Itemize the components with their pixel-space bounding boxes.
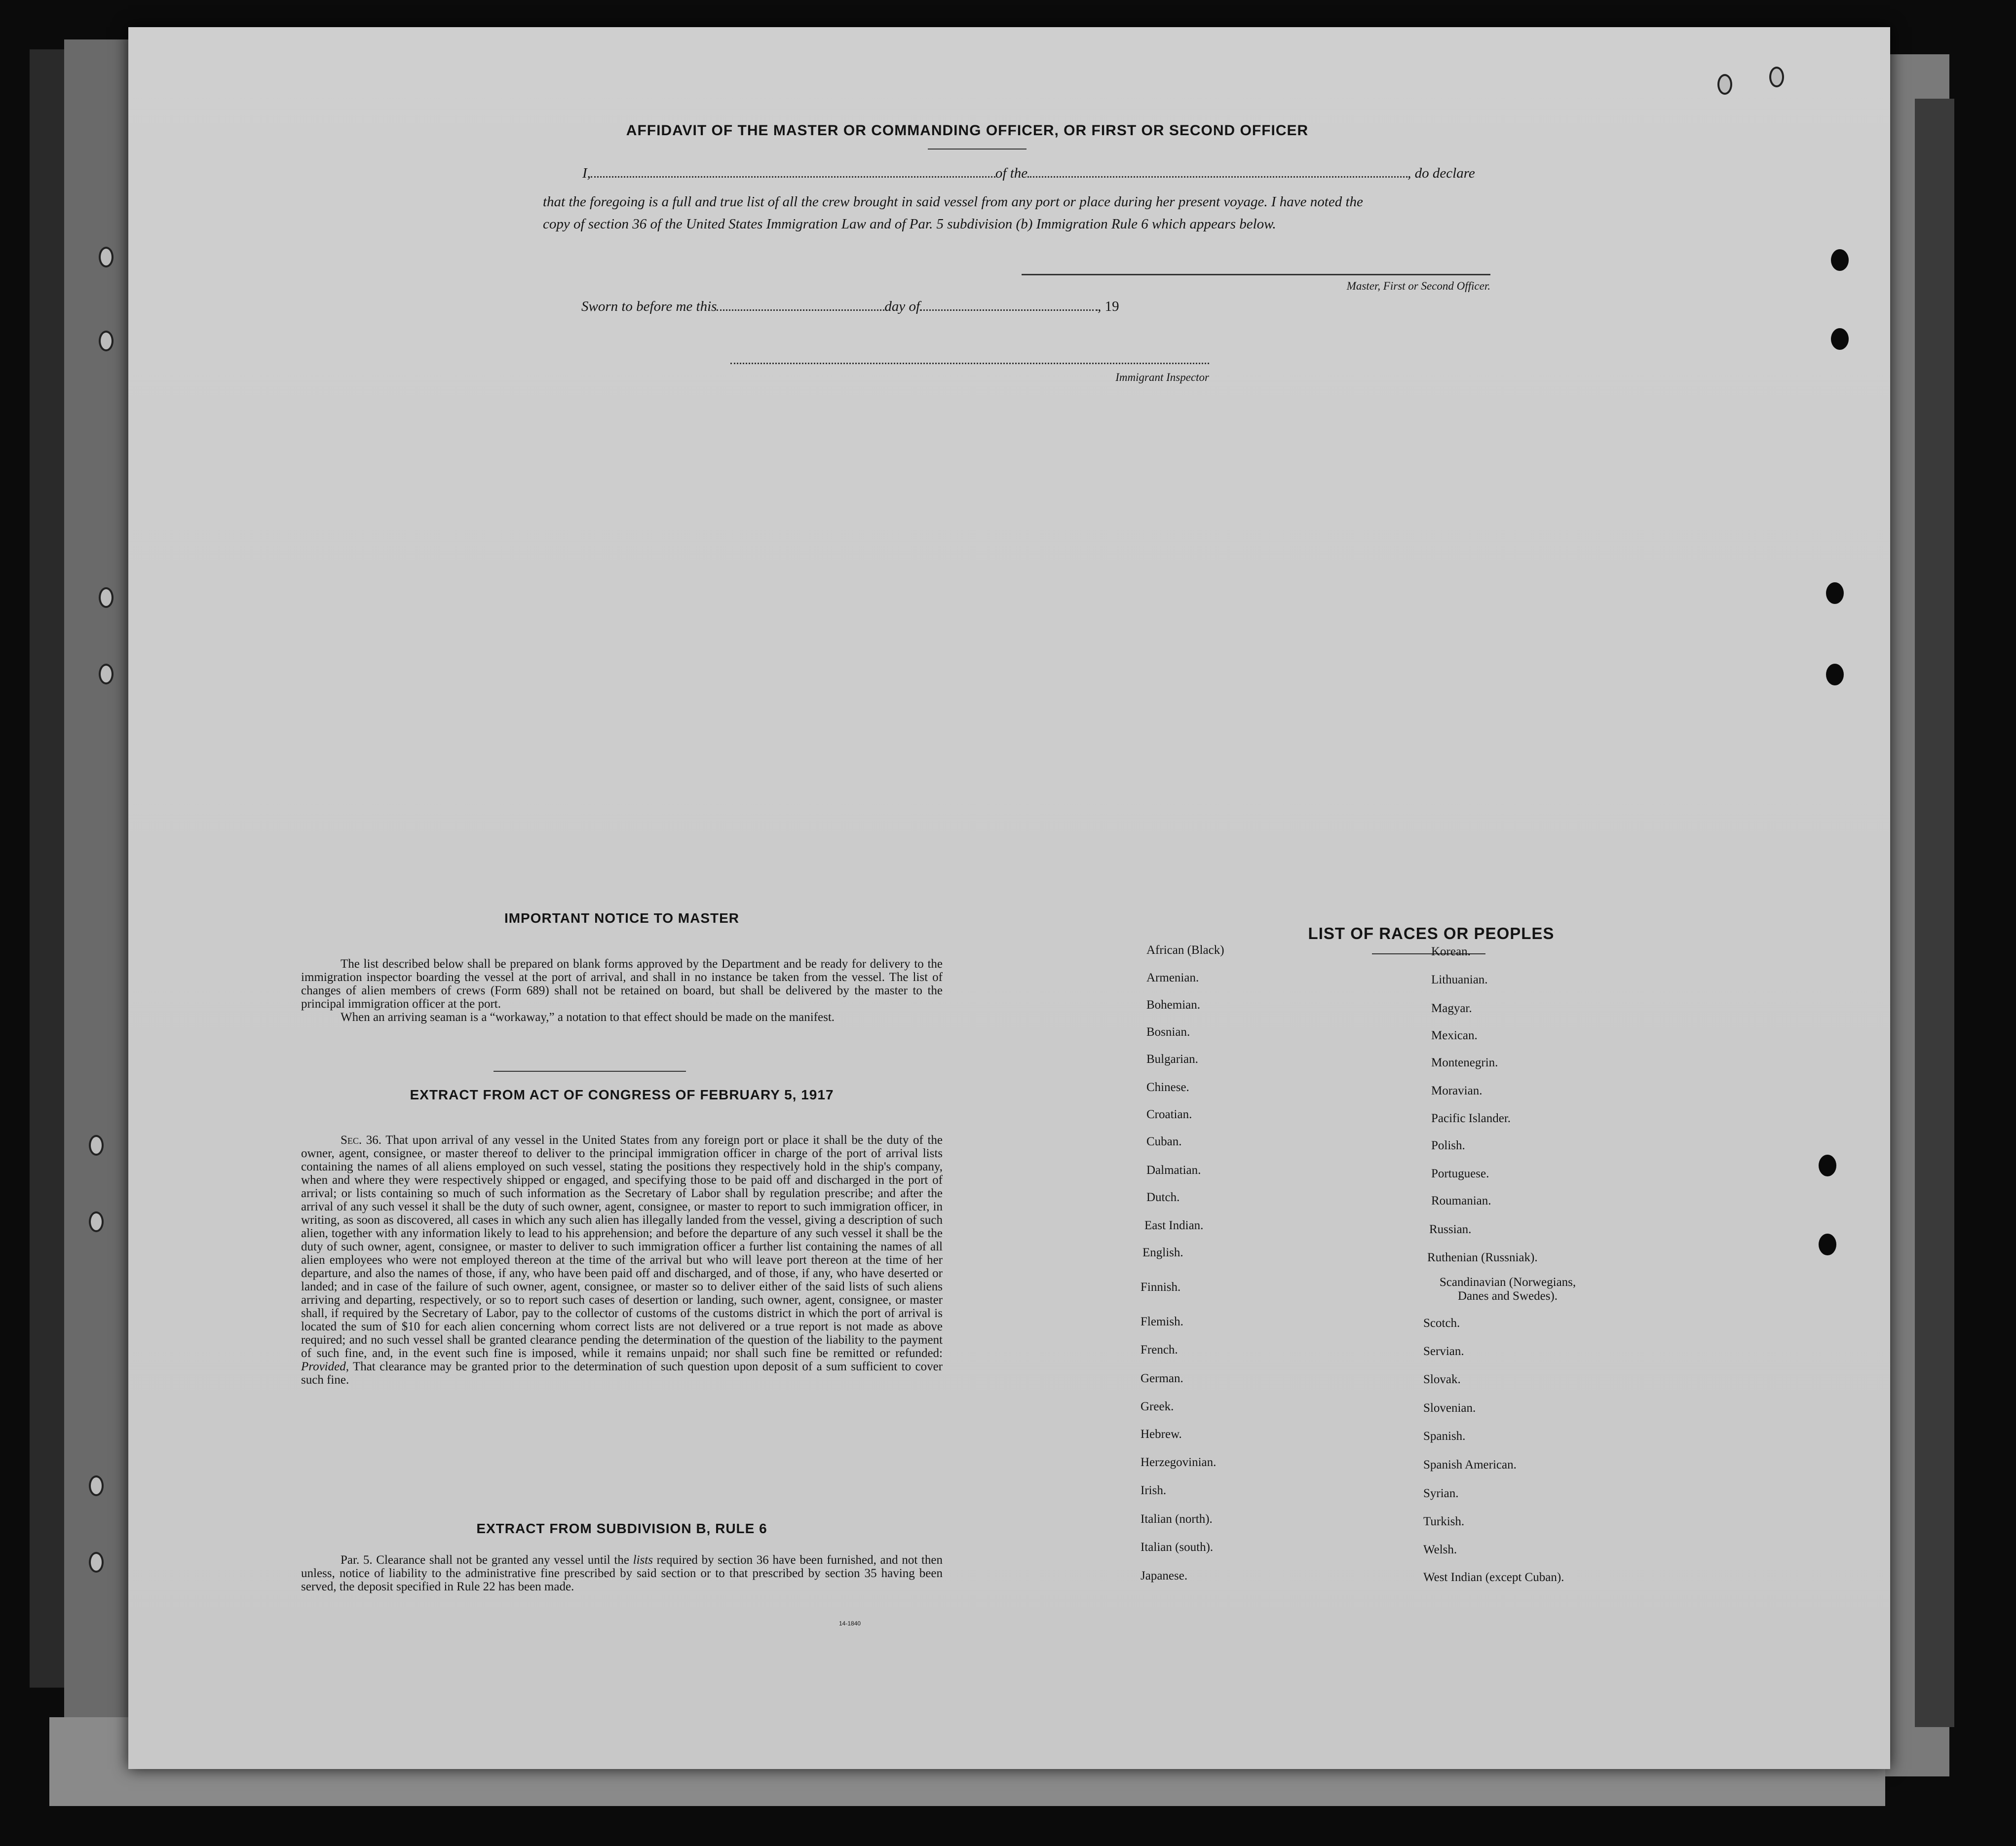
race-item: Ruthenian (Russniak). <box>1427 1251 1538 1264</box>
inspector-caption: Immigrant Inspector <box>1115 371 1209 383</box>
race-item: Slovak. <box>1423 1373 1461 1386</box>
race-item: Greek. <box>1141 1400 1174 1413</box>
inspector-signature-line[interactable] <box>730 363 1209 364</box>
race-item: Montenegrin. <box>1431 1056 1498 1069</box>
vessel-field[interactable] <box>1027 176 1407 178</box>
binder-hole <box>99 247 114 267</box>
race-item: Welsh. <box>1423 1543 1457 1556</box>
punch-hole <box>1819 1155 1836 1176</box>
affidavit-i-label: I, <box>582 165 591 181</box>
race-item: German. <box>1141 1372 1183 1385</box>
race-item: Lithuanian. <box>1431 973 1488 986</box>
notice-paragraph-2: When an arriving seaman is a “workaway,” a notation to that effect should be made on the manifest. <box>341 1011 835 1024</box>
race-item: East Indian. <box>1144 1219 1204 1232</box>
punch-hole <box>1831 249 1849 271</box>
race-item: Polish. <box>1431 1139 1465 1152</box>
race-item: Italian (south). <box>1141 1541 1214 1554</box>
race-item: Syrian. <box>1423 1487 1459 1500</box>
punch-hole <box>1769 67 1784 87</box>
race-item: Turkish. <box>1423 1515 1465 1528</box>
affidavit-title-rule <box>928 149 1027 150</box>
form-number: 14-1840 <box>839 1620 861 1627</box>
race-item: African (Black) <box>1146 943 1224 957</box>
race-item: Cuban. <box>1146 1135 1182 1148</box>
affidavit-line-1 <box>582 165 1619 182</box>
race-item: Pacific Islander. <box>1431 1112 1511 1125</box>
race-item: English. <box>1142 1246 1183 1259</box>
race-item: Servian. <box>1423 1345 1464 1358</box>
race-item: Scandinavian (Norwegians, Danes and Swedes). <box>1439 1276 1576 1303</box>
race-item: Russian. <box>1429 1223 1472 1236</box>
name-field[interactable] <box>591 176 995 178</box>
race-item: Bulgarian. <box>1146 1053 1198 1066</box>
affidavit-line-2: that the foregoing is a full and true list of all the crew brought in said vessel from any port or place during her present voyage. I have noted the <box>543 194 1363 210</box>
race-item: Chinese. <box>1146 1081 1189 1094</box>
race-item: Italian (north). <box>1141 1512 1213 1526</box>
race-item: Hebrew. <box>1141 1428 1182 1441</box>
race-item: Roumanian. <box>1431 1194 1491 1207</box>
affidavit-declare-label: , do declare <box>1407 165 1475 181</box>
race-item: Moravian. <box>1431 1084 1483 1097</box>
race-item: Bohemian. <box>1146 998 1201 1012</box>
affidavit-title: AFFIDAVIT OF THE MASTER OR COMMANDING OFFICER, OR FIRST OR SECOND OFFICER <box>626 122 1309 139</box>
sworn-line <box>581 299 1272 315</box>
master-signature-line[interactable] <box>1022 274 1490 275</box>
binder-hole <box>89 1475 104 1496</box>
race-item: Armenian. <box>1146 971 1199 984</box>
affidavit-line-3: copy of section 36 of the United States Immigration Law and of Par. 5 subdivision (b) Immigration Rule 6 which appears below. <box>543 216 1276 232</box>
race-item: West Indian (except Cuban). <box>1423 1571 1564 1584</box>
race-item: Finnish. <box>1141 1281 1181 1294</box>
race-item: Japanese. <box>1141 1569 1188 1582</box>
provided-word: Provided, <box>301 1360 349 1373</box>
punch-hole <box>1819 1234 1836 1255</box>
race-item: Bosnian. <box>1146 1025 1190 1039</box>
extract-rule-body <box>301 1553 943 1593</box>
race-item: Magyar. <box>1431 1002 1472 1015</box>
back-page-right-dark <box>1915 99 1954 1727</box>
race-item: Scotch. <box>1423 1317 1460 1330</box>
extract-act-body <box>301 1133 943 1387</box>
race-item: Spanish. <box>1423 1430 1466 1443</box>
race-item: Portuguese. <box>1431 1167 1489 1180</box>
notice-body <box>301 957 943 1024</box>
affidavit-of-the-label: of the <box>995 165 1028 181</box>
sworn-month-field[interactable] <box>920 309 1098 311</box>
day-of-label: day of <box>884 299 920 314</box>
punch-hole <box>1826 582 1844 604</box>
race-item: Spanish American. <box>1423 1458 1517 1471</box>
punch-hole <box>1826 664 1844 685</box>
section-label: Sec. 36. <box>341 1133 382 1147</box>
master-signature-caption: Master, First or Second Officer. <box>1346 280 1490 292</box>
notice-title: IMPORTANT NOTICE TO MASTER <box>504 910 740 926</box>
binder-hole <box>89 1552 104 1573</box>
race-item: Herzegovinian. <box>1141 1456 1217 1469</box>
extract-rule-paragraph <box>301 1553 943 1593</box>
year-prefix-label: , 19 <box>1098 299 1119 314</box>
lists-word: lists <box>633 1553 653 1567</box>
extract-act-paragraph <box>301 1133 943 1387</box>
notice-divider <box>494 1071 686 1072</box>
sworn-day-field[interactable] <box>717 309 884 311</box>
race-item: Flemish. <box>1141 1315 1183 1328</box>
race-item: French. <box>1141 1343 1178 1356</box>
race-item: Mexican. <box>1431 1029 1478 1042</box>
binder-hole <box>89 1211 104 1232</box>
race-item: Croatian. <box>1146 1108 1192 1121</box>
binder-hole <box>89 1135 104 1156</box>
binder-hole <box>99 587 114 608</box>
document-page <box>128 27 1890 1769</box>
rule-text-a: Par. 5. Clearance shall not be granted any vessel until the <box>341 1553 629 1567</box>
section-text: That upon arrival of any vessel in the United States from any foreign port or place it shall be the duty of the owner, agent, consignee, or master thereof to deliver to the principal immigration officer in charge of the port of arrival lists containing the names of all aliens employed on such vessel, stating the positions they respectively hold in the ship's company, when and where they were respectively shipped or engaged, and specifying those to be paid off and discharged in the port of arrival; or lists containing so much of such information as the Secretary of Labor shall by regulation prescribe; and after the arrival of any such vessel it shall be the duty of such owner, agent, consignee, or master to report to such immigration officer, in writing, as soon as discovered, all cases in which any such alien has illegally landed from the vessel, giving a description of such alien, together with any information likely to lead to his apprehension; and before the departure of any such vessel it shall be the duty of such owner, agent, consignee, or master to deliver to such immigration officer a further list containing the names of all alien employees who were not employed thereon at the time of the arrival but who will leave port thereon at the time of her departure, and also the names of those, if any, who have been paid off and discharged, and of those, if any, who have deserted or landed; and in case of the failure of such owner, agent, consignee, or master so to deliver either of the said lists of such aliens arriving and departing, respectively, or so to report such cases of desertion or landing, such owner, agent, consignee, or master shall, if required by the Secretary of Labor, pay to the collector of customs of the customs district in which the port of arrival is located the sum of $10 for each alien concerning whom correct lists are not delivered or a true report is not made as above required; and no such vessel shall be granted clearance pending the determination of the question of the liability to the payment of such fine, and, in the event such fine is imposed, while it remains unpaid; nor shall such fine be remitted or refunded: <box>301 1133 943 1360</box>
sworn-label: Sworn to before me this <box>581 299 717 314</box>
race-item: Slovenian. <box>1423 1401 1476 1415</box>
race-item: Irish. <box>1141 1484 1167 1497</box>
punch-hole <box>1717 74 1732 95</box>
races-title: LIST OF RACES OR PEOPLES <box>1308 924 1555 942</box>
notice-paragraph-1: The list described below shall be prepared on blank forms approved by the Department and be ready for delivery to the immigration inspector boarding the vessel at the port of arrival, and shall in no instance be taken from the vessel. The list of changes of alien members of crews (Form 689) shall not be retained on board, but shall be delivered by the master to the principal immigration officer at the port. <box>301 957 943 1011</box>
extract-rule-title: EXTRACT FROM SUBDIVISION B, RULE 6 <box>476 1521 767 1536</box>
race-item: Korean. <box>1431 945 1471 958</box>
punch-hole <box>1831 328 1849 350</box>
binder-hole <box>99 664 114 684</box>
race-item: Dutch. <box>1146 1191 1180 1204</box>
binder-hole <box>99 331 114 351</box>
race-item: Dalmatian. <box>1146 1164 1201 1177</box>
extract-act-title: EXTRACT FROM ACT OF CONGRESS OF FEBRUARY 5, 1917 <box>410 1087 834 1102</box>
rule-text-b: required by section 36 have been furnished, and not then unless, notice of liability to the administrative fine prescribed by said section or to that prescribed by section 35 having been served, the deposit specified in Rule 22 has been made. <box>301 1553 943 1593</box>
section-text-end: That clearance may be granted prior to the determination of such question upon deposit of a sum sufficient to cover such fine. <box>301 1360 943 1387</box>
